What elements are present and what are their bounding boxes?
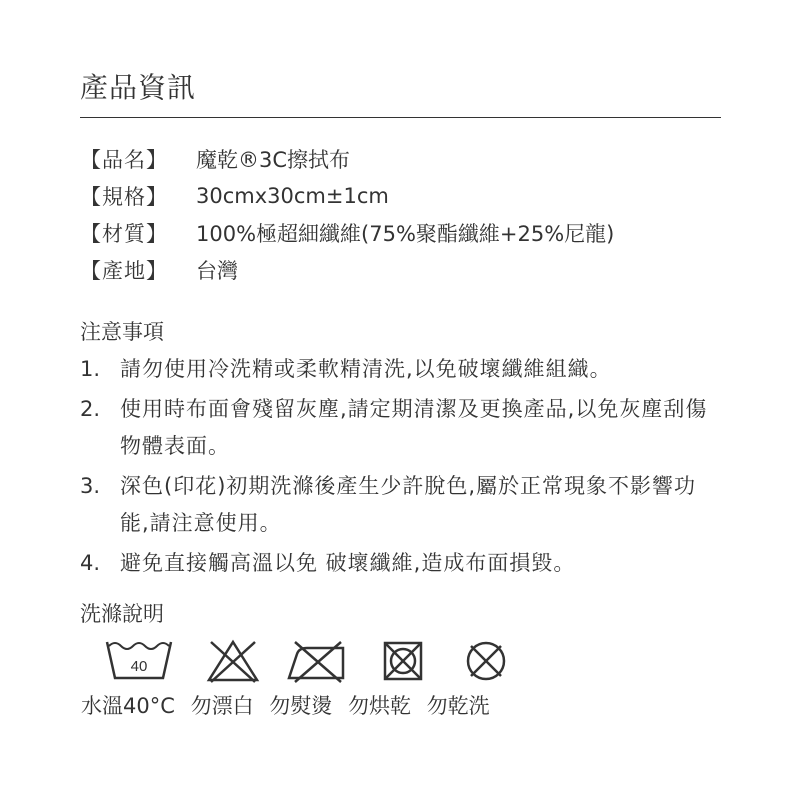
notes-heading: 注意事項 — [80, 320, 164, 344]
wash-label: 勿漂白 — [190, 694, 254, 718]
no-iron-icon — [285, 638, 349, 684]
wash-temperature-number: 40 — [130, 658, 148, 675]
wash-label: 勿乾洗 — [426, 694, 490, 718]
title-divider — [80, 117, 721, 118]
note-text: 避免直接觸高溫以免 破壞纖維,造成布面損毀。 — [120, 551, 576, 575]
no-dry-clean-icon — [463, 638, 509, 684]
no-bleach-icon — [205, 638, 261, 684]
note-number: 2. — [80, 397, 101, 421]
wash-icons — [105, 638, 525, 688]
spec-row-origin — [80, 251, 720, 288]
wash-label: 勿熨燙 — [269, 694, 333, 718]
list-item — [80, 545, 730, 582]
note-number: 3. — [80, 474, 101, 498]
note-text: 請勿使用冷洗精或柔軟精清洗,以免破壞纖維組織。 — [120, 357, 612, 381]
spec-value: 100%極超細纖維(75%聚酯纖維+25%尼龍) — [196, 221, 615, 246]
wash-label: 水溫40°C — [81, 694, 175, 718]
note-number: 1. — [80, 357, 101, 381]
page-title: 產品資訊 — [80, 71, 197, 104]
spec-key: 【品名】 — [80, 147, 168, 172]
wash-heading: 洗滌說明 — [80, 602, 164, 626]
spec-key: 【規格】 — [80, 184, 168, 209]
list-item — [80, 351, 730, 388]
spec-key: 【產地】 — [80, 258, 168, 283]
spec-value: 台灣 — [196, 258, 238, 283]
spec-row-name — [80, 140, 720, 177]
wash-labels — [81, 690, 499, 720]
spec-value: 魔乾®3C擦拭布 — [196, 147, 351, 172]
list-item — [80, 391, 730, 465]
note-number: 4. — [80, 551, 101, 575]
list-item — [80, 468, 730, 542]
no-tumble-dry-icon — [380, 638, 426, 684]
notes-list — [80, 351, 730, 585]
note-text: 使用時布面會殘留灰塵,請定期清潔及更換產品,以免灰塵刮傷物體表面。 — [120, 397, 708, 458]
spec-row-size — [80, 177, 720, 214]
spec-value: 30cmx30cm±1cm — [196, 183, 389, 208]
note-text: 深色(印花)初期洗滌後產生少許脫色,屬於正常現象不影響功能,請注意使用。 — [120, 474, 697, 535]
spec-list — [80, 140, 720, 288]
wash-tub-40-icon — [105, 638, 175, 684]
spec-key: 【材質】 — [80, 221, 168, 246]
spec-row-material — [80, 214, 720, 251]
wash-label: 勿烘乾 — [347, 694, 411, 718]
